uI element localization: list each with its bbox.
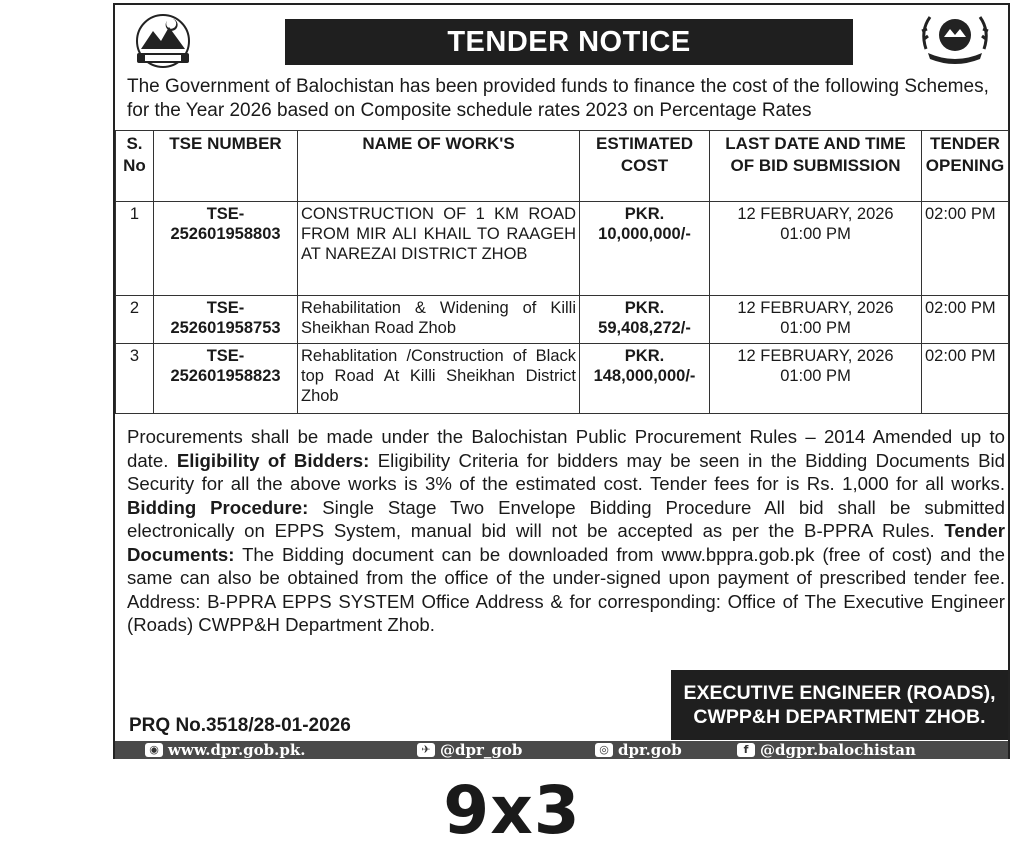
instagram-handle[interactable]: dpr.gob <box>618 741 682 759</box>
row-time: 01:00 PM <box>780 319 851 337</box>
eligibility-text: Eligibility Criteria for bidders may be seen in the Bidding Documents Bid Security for all the above works is 3% of the estimated cost. Tender fees for is Rs. 1,000 for all works. <box>127 449 1006 494</box>
balochistan-emblem-icon <box>127 11 199 69</box>
tender-table <box>115 130 1009 414</box>
header-tender-opening: TENDER OPENING <box>922 131 1009 202</box>
instagram-icon: ◎ <box>595 743 613 757</box>
social-instagram <box>595 741 682 759</box>
row-date: 12 FEBRUARY, 2026 <box>737 347 894 365</box>
ad-size-label: 9x3 <box>443 772 581 849</box>
tender-documents-text: The Bidding document can be downloaded from www.bppra.gob.pk (free of cost) and the same can also be obtained from the office of the under-signed upon payment of prescribed tender fee. Address: B-PPRA EPPS SYSTEM Office Address & for corresponding: Office of The Executive Engineer (Roads) CWPP&H Department Zhob. <box>127 543 1005 635</box>
terms-text <box>127 425 1005 637</box>
twitter-handle[interactable]: @dpr_gob <box>440 741 523 759</box>
table-row <box>116 296 1009 344</box>
signature-block <box>671 670 1008 740</box>
row-sno: 2 <box>116 296 154 344</box>
row-time: 01:00 PM <box>780 367 851 385</box>
social-twitter <box>417 741 522 759</box>
social-bar <box>115 741 1008 759</box>
tender-documents-heading: Tender Documents: <box>127 520 1006 565</box>
row-tse-number: TSE-252601958803 <box>154 202 298 296</box>
table-header-row <box>116 131 1009 202</box>
procurement-rules-text: Procurements shall be made under the Balochistan Public Procurement Rules – 2014 Amended up to date. <box>127 426 1005 471</box>
table-row <box>116 202 1009 296</box>
row-opening-time: 02:00 PM <box>922 296 1009 344</box>
globe-icon: ◉ <box>145 743 163 757</box>
row-opening-time: 02:00 PM <box>922 202 1009 296</box>
row-work-name: CONSTRUCTION OF 1 KM ROAD FROM MIR ALI KHAIL TO RAAGEH AT NAREZAI DISTRICT ZHOB <box>298 202 580 296</box>
row-estimated-cost: PKR. 148,000,000/- <box>580 344 710 414</box>
row-opening-time: 02:00 PM <box>922 344 1009 414</box>
header-estimated-cost: ESTIMATED COST <box>580 131 710 202</box>
row-sno: 3 <box>116 344 154 414</box>
row-estimated-cost: PKR. 10,000,000/- <box>580 202 710 296</box>
table-row <box>116 344 1009 414</box>
signature-department: CWPP&H DEPARTMENT ZHOB. <box>693 706 986 728</box>
tender-notice-frame <box>113 3 1010 759</box>
row-work-name: Rehabilitation & Widening of Killi Sheikhan Road Zhob <box>298 296 580 344</box>
row-time: 01:00 PM <box>780 225 851 243</box>
header-sno: S. No <box>116 131 154 202</box>
row-last-date <box>710 202 922 296</box>
dgpr-logo-icon <box>916 9 994 69</box>
social-facebook <box>737 741 916 759</box>
bidding-procedure-heading: Bidding Procedure: <box>127 496 309 518</box>
row-date: 12 FEBRUARY, 2026 <box>737 205 894 223</box>
social-web <box>145 741 305 759</box>
bidding-procedure-text: Single Stage Two Envelope Bidding Procedure All bid shall be submitted electronically on EPPS System, manual bid will not be accepted as per the B-PPRA Rules. <box>127 496 1005 541</box>
intro-text: The Government of Balochistan has been provided funds to finance the cost of the following Schemes, for the Year 2026 based on Composite schedule rates 2023 on Percentage Rates <box>127 76 989 121</box>
row-last-date <box>710 296 922 344</box>
web-link[interactable]: www.dpr.gob.pk. <box>168 741 306 759</box>
row-tse-number: TSE-252601958753 <box>154 296 298 344</box>
row-sno: 1 <box>116 202 154 296</box>
row-work-name: Rehablitation /Construction of Black top Road At Killi Sheikhan District Zhob <box>298 344 580 414</box>
twitter-icon: ✈ <box>417 743 435 757</box>
signature-title: EXECUTIVE ENGINEER (ROADS), <box>683 682 996 704</box>
header-name-of-work: NAME OF WORK'S <box>298 131 580 202</box>
row-tse-number: TSE-252601958823 <box>154 344 298 414</box>
header-tse-number: TSE NUMBER <box>154 131 298 202</box>
row-estimated-cost: PKR. 59,408,272/- <box>580 296 710 344</box>
facebook-handle[interactable]: @dgpr.balochistan <box>760 741 916 759</box>
eligibility-heading: Eligibility of Bidders: <box>176 449 370 471</box>
prq-number: PRQ No.3518/28-01-2026 <box>129 715 351 736</box>
header-last-date: LAST DATE AND TIME OF BID SUBMISSION <box>710 131 922 202</box>
row-last-date <box>710 344 922 414</box>
facebook-icon: f <box>737 743 755 757</box>
page-title: TENDER NOTICE <box>285 19 853 65</box>
row-date: 12 FEBRUARY, 2026 <box>737 299 894 317</box>
